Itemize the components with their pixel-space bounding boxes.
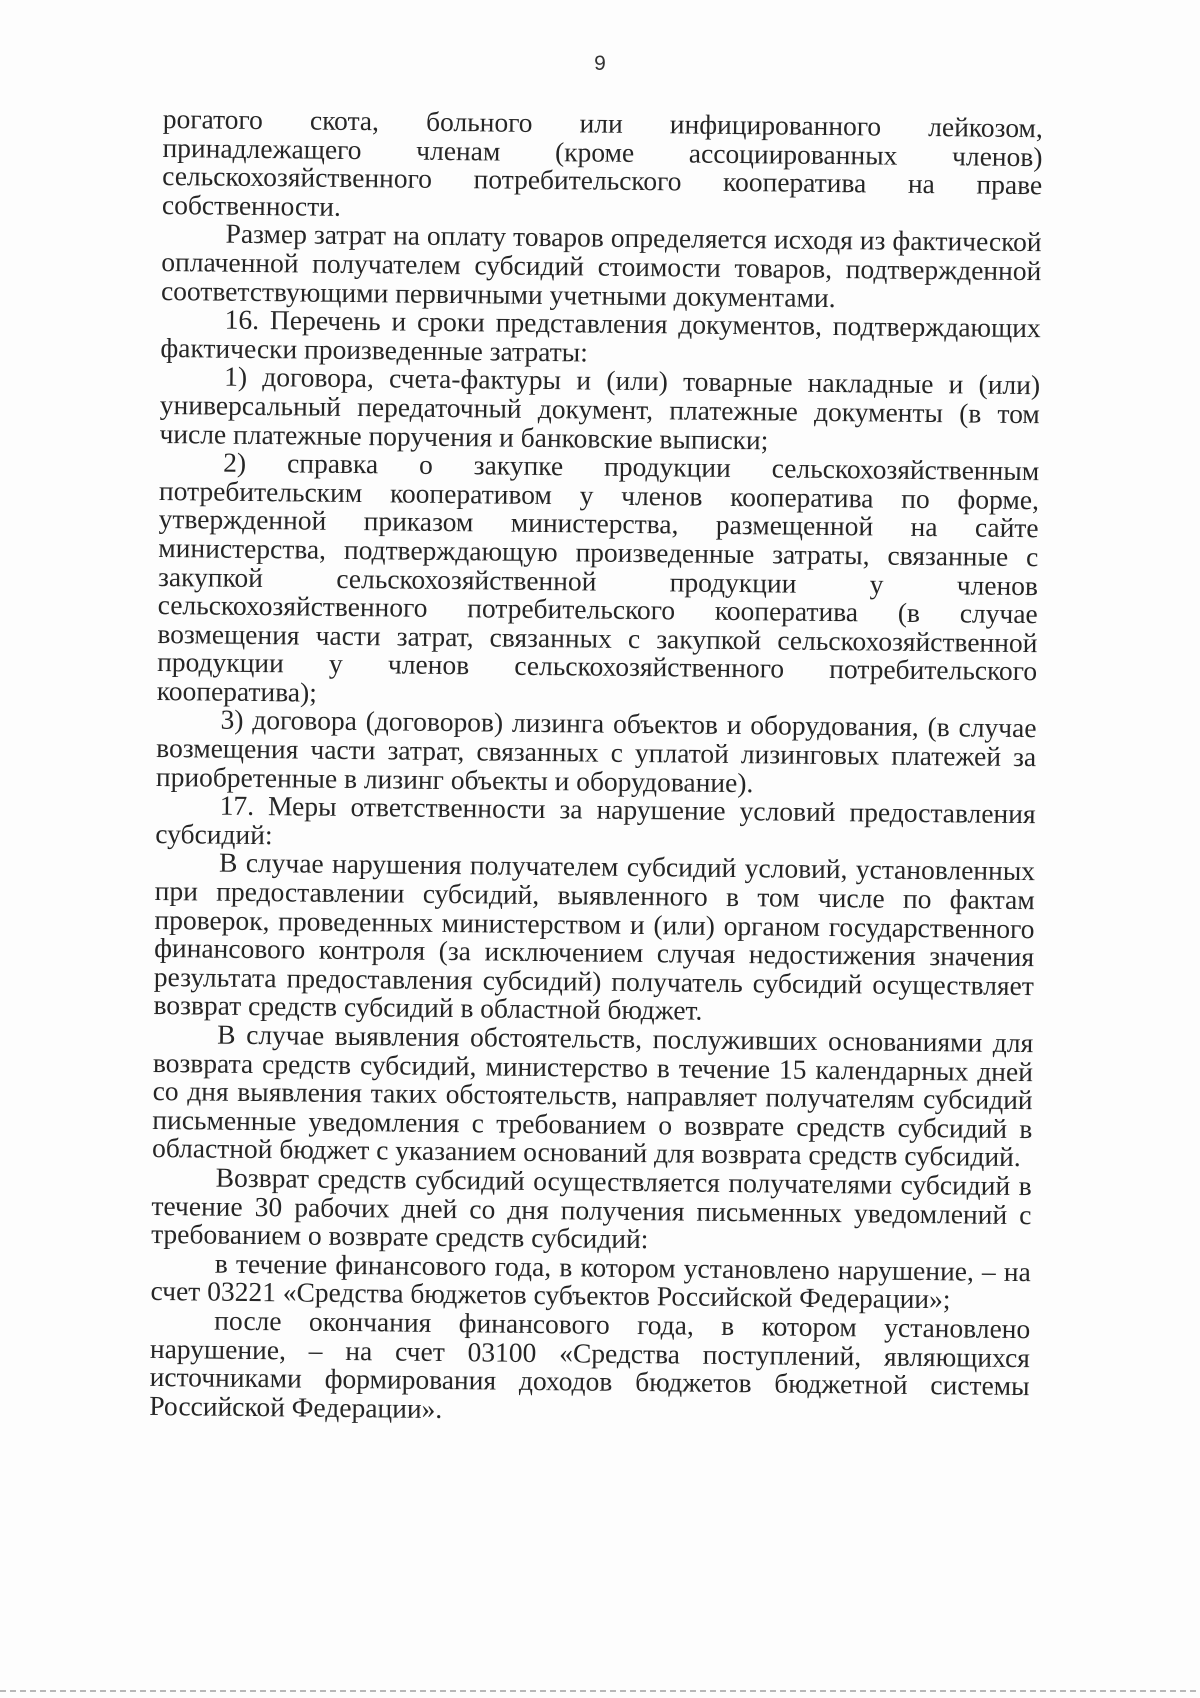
- paragraph-notification: В случае выявления обстоятельств, послуживших основаниями для возврата средств субсидий, министерство в течение 15 календарных дней со дня выявления таких обстоятельств, направляет получателям субсидий письменные уведомления с требованием о возврате средств субсидий в областной бюджет с указанием оснований для возврата средств субсидий.: [151, 1018, 1034, 1173]
- document-body: [149, 105, 1043, 1429]
- list-item-3: 3) договора (договоров) лизинга объектов и оборудования, (в случае возмещения части затрат, связанных с уплатой лизинговых платежей за приобретенные в лизинг объекты и оборудование).: [155, 704, 1037, 798]
- list-item-1: 1) договора, счета-фактуры и (или) товарные накладные и (или) универсальный передаточный документ, платежные документы (в том числе платежные поручения и банковские выписки;: [159, 360, 1041, 455]
- page-number: 9: [594, 52, 606, 75]
- paragraph-refund: Возврат средств субсидий осуществляется получателями субсидий в течение 30 рабочих дней со дня получения письменных уведомлений с требованием о возврате средств субсидий:: [151, 1161, 1032, 1255]
- paragraph-refund-after-year: после окончания финансового года, в котором установлено нарушение, – на счет 03100 «Средства поступлений, являющихся источниками формирования доходов бюджетов бюджетной системы Российской Федерации».: [149, 1304, 1031, 1424]
- paragraph-section-16: 16. Перечень и сроки представления документов, подтверждающих фактически произведенные затраты:: [160, 303, 1041, 368]
- paragraph-violation: В случае нарушения получателем субсидий условий, установленных при предоставлении субсидий, выявленного в том числе по фактам проверок, проведенных министерством и (или) органом государственного финансового контроля (за исключением случая недостижения значения результата предоставления субсидий) получатель субсидий осуществляет возврат средств субсидий в областной бюджет.: [153, 847, 1036, 1027]
- list-item-2: 2) справка о закупке продукции сельскохозяйственным потребительским кооперативом у членов кооператива по форме, утвержденной приказом министерства, размещенной на сайте министерства, подтверждающую произведенные затраты, связанные с закупкой сельскохозяйственной продукции у членов сельскохозяйственного потребительского кооператива (в случае возмещения части затрат, связанных с закупкой сельскохозяйственной продукции у членов сельскохозяйственного потребительского кооператива);: [156, 446, 1040, 708]
- scan-edge-line: [0, 1690, 1200, 1692]
- paragraph-section-17: 17. Меры ответственности за нарушение условий предоставления субсидий:: [155, 789, 1036, 851]
- paragraph-continuation: рогатого скота, больного или инфицированного лейкозом, принадлежащего членам (кроме ассоциированных членов) сельскохозяйственного потребительского кооператива на праве собственности.: [161, 103, 1043, 222]
- paragraph-refund-current-year: в течение финансового года, в котором установлено нарушение, – на счет 03221 «Средства бюджетов субъектов Российской Федерации»;: [150, 1247, 1031, 1315]
- paragraph-cost-size: Размер затрат на оплату товаров определяется исходя из фактической оплаченной получателем субсидий стоимости товаров, подтвержденной соответствующими первичными учетными документами.: [160, 218, 1042, 313]
